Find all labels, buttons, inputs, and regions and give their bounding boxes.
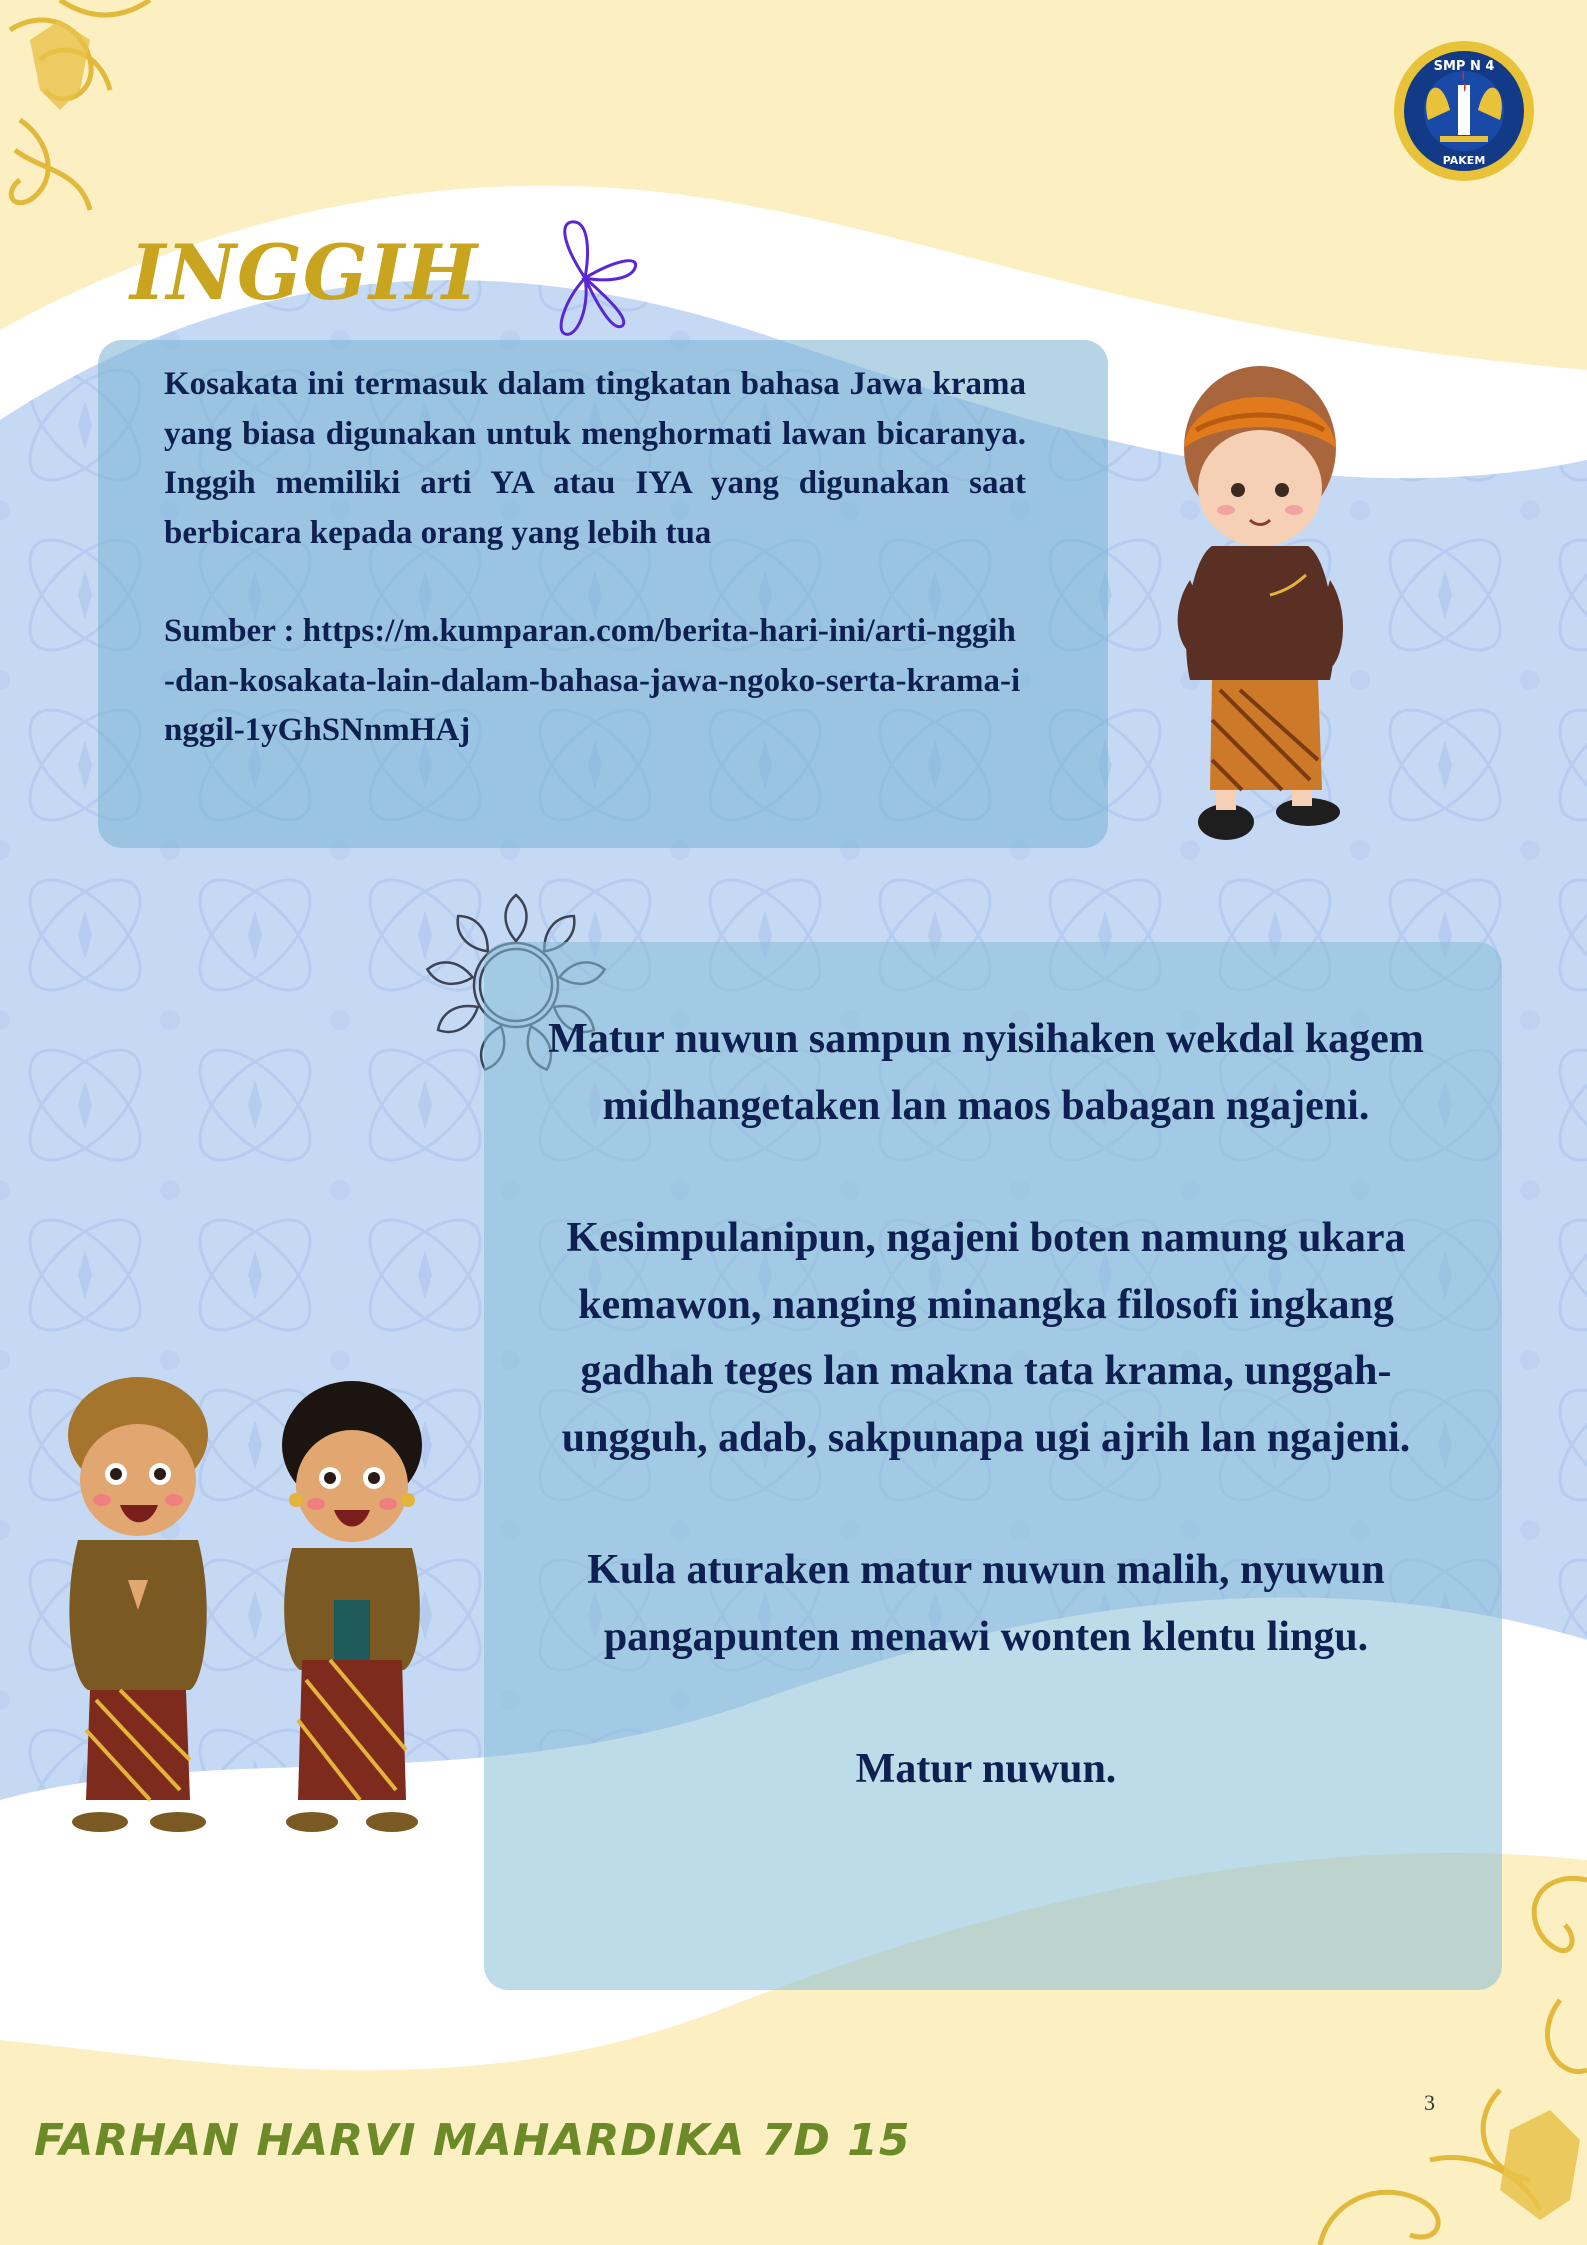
page-number: 3	[1424, 2090, 1435, 2115]
closing-paragraph-4: Matur nuwun.	[855, 1746, 1117, 1792]
closing-paragraph-3: Kula aturaken matur nuwun malih, nyuwun pangapunten menawi wonten klentu lingu.	[587, 1547, 1385, 1660]
closing-paragraph-2: Kesimpulanipun, ngajeni boten namung ukara kemawon, nanging minangka filosofi ingkang gadhah teges lan makna tata krama, unggah-ungguh, adab, sakpunapa ugi ajrih lan ngajeni.	[561, 1215, 1411, 1461]
section-title: INGGIH	[130, 228, 479, 317]
school-logo	[1394, 41, 1534, 181]
closing-text	[530, 1006, 1442, 1803]
closing-paragraph-1: Matur nuwun sampun nyisihaken wekdal kagem midhangetaken lan maos babagan ngajeni.	[548, 1016, 1424, 1129]
source-link[interactable]: Sumber : https://m.kumparan.com/berita-hari-ini/arti-nggih-dan-kosakata-lain-dalam-bahasa-jawa-ngoko-serta-krama-inggil-1yGhSNnmHAj	[164, 613, 1021, 748]
definition-body: Kosakata ini termasuk dalam tingkatan bahasa Jawa krama yang biasa digunakan untuk menghormati lawan bicaranya. Inggih memiliki arti YA atau IYA yang digunakan saat berbicara kepada orang yang lebih tua	[164, 366, 1026, 551]
definition-text	[164, 360, 1026, 756]
author-footer: FARHAN HARVI MAHARDIKA 7D 15	[34, 2115, 911, 2166]
svg-text:SMP N 4: SMP N 4	[1433, 59, 1495, 74]
svg-text:PAKEM: PAKEM	[1442, 154, 1486, 167]
